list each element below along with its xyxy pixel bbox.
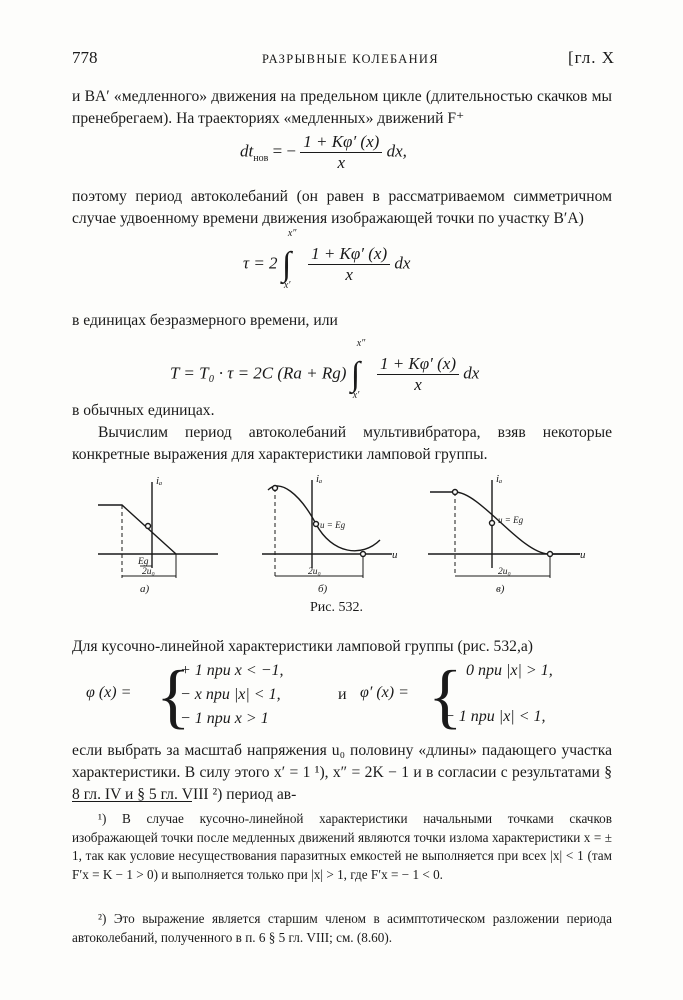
panel-b-mark: u = Eg — [320, 520, 346, 530]
panel-b-span: 2u₀ — [308, 567, 321, 577]
formula-dt: $dt_{нов}$ = − $\frac{1 + K\varphi' (x)}{x}$ dx, — [240, 132, 407, 172]
figure-caption: Рис. 532. — [310, 600, 363, 615]
footnote-1: ¹) В случае кусочно-линейной характеристики начальными точками скачков изображающей точки после медленных движений являются точки излома характеристики x = ± 1, так как условие несуществования паразитных емкостей не выполняется при всех |x| < 1 (там F′x = K − 1 > 0) и выполняется только при |x| > 1, где F′x = − 1 < 0. — [72, 811, 612, 882]
panel-a-mark: Eg — [138, 557, 149, 567]
panel-a-y-label: iₐ — [156, 475, 163, 487]
dphi-case-2: − 1 при |x| < 1, — [444, 708, 546, 725]
footnote-2: ²) Это выражение является старшим членом в асимптотическом разложении периода автоколебаний, полученного в п. 6 § 5 гл. VIII; см. (8.60). — [72, 911, 612, 945]
figure-532 — [80, 468, 600, 598]
dphi-brace: { — [428, 656, 463, 736]
panel-c-y-label: iₐ — [496, 473, 503, 485]
figure-panel-a — [98, 482, 218, 578]
panel-a-span: 2u₀ — [142, 567, 155, 577]
paragraph-7: если выбрать за масштаб напряжения u₀ половину «длины» падающего участка характеристики. В силу этого x′ = 1 ¹), x″ = 2K − 1 и в согласии с результатами § 8 гл. IV и § 5 гл. VIII ²) период ав- — [72, 742, 612, 803]
dphi-case-1: 0 при |x| > 1, — [466, 662, 553, 679]
figure-panel-c — [428, 480, 580, 578]
panel-b-label: б) — [318, 583, 328, 595]
conjunction: и — [338, 686, 347, 703]
panel-c-mark: u = Eg — [498, 515, 524, 525]
footnote-rule — [72, 801, 192, 802]
paragraph-6: Для кусочно-линейной характеристики ламповой группы (рис. 532,а) — [72, 638, 533, 655]
panel-c-x-label: u — [580, 549, 586, 561]
running-title: РАЗРЫВНЫЕ КОЛЕБАНИЯ — [262, 52, 439, 66]
panel-b-x-label: u — [392, 549, 398, 561]
phi-case-2: − x при |x| < 1, — [180, 686, 281, 703]
paragraph-2: поэтому период автоколебаний (он равен в рассматриваемом симметричном случае удвоенному времени движения изображающей точки по участку B′A) — [72, 188, 612, 227]
panel-c-label: в) — [496, 583, 505, 595]
phi-case-3: − 1 при x > 1 — [180, 710, 269, 727]
formula-T: T = T₀ · τ = 2C (Ra + Rg) ∫ x″ x′ $\frac{1 + K\varphi' (x)}{x}$ dx — [170, 337, 480, 401]
phi-case-1: + 1 при x < −1, — [180, 662, 284, 679]
chapter-marker: [гл. X — [568, 48, 616, 67]
formula-tau: τ = 2 ∫ x″ x′ $\frac{1 + K\varphi' (x)}{x}$ dx — [243, 227, 411, 291]
page-number: 778 — [72, 48, 98, 67]
paragraph-3: в единицах безразмерного времени, или — [72, 312, 338, 329]
panel-a-label: а) — [140, 583, 150, 595]
paragraph-4: в обычных единицах. — [72, 402, 215, 419]
phi-lhs: φ (x) = — [86, 684, 132, 701]
phi-brace: { — [156, 656, 191, 736]
paragraph-1: и BA′ «медленного» движения на предельном цикле (длительностью скачков мы пренебрегаем). На траекториях «медленных» движений F⁺ — [72, 88, 612, 127]
paragraph-5: Вычислим период автоколебаний мультивибратора, взяв некоторые конкретные выражения для характеристики ламповой группы. — [72, 424, 612, 463]
panel-c-span: 2u₀ — [498, 567, 511, 577]
dphi-lhs: φ′ (x) = — [360, 684, 409, 701]
panel-b-y-label: iₐ — [316, 473, 323, 485]
